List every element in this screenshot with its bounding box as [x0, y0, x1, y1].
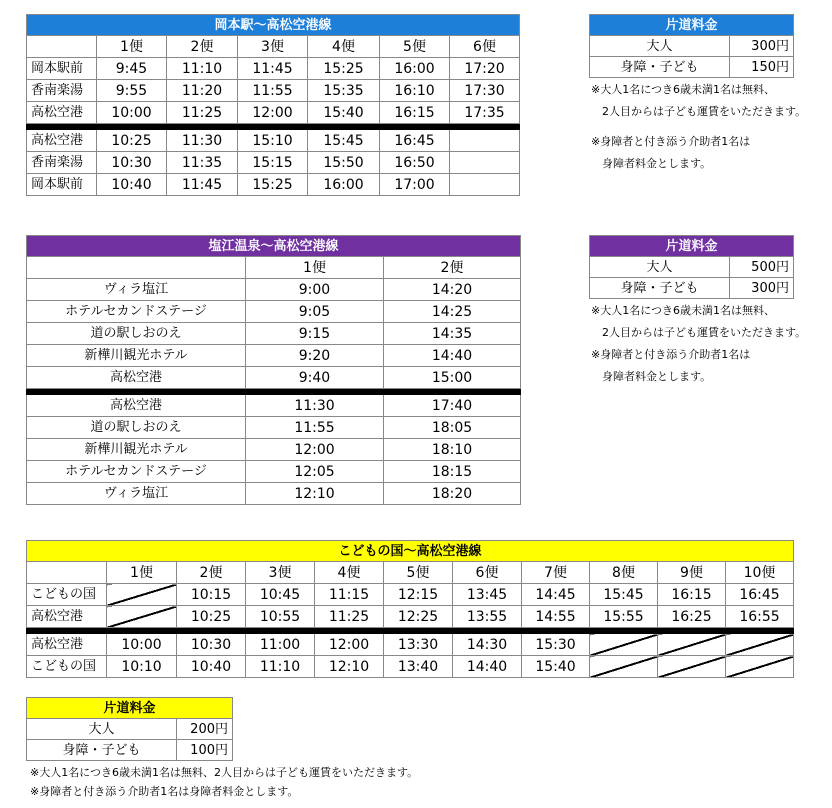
stop-name: 道の駅しおのえ: [27, 323, 246, 345]
time-cell: 9:40: [246, 367, 384, 389]
stop-name: 高松空港: [27, 102, 97, 124]
time-cell: 10:40: [97, 174, 167, 196]
time-cell: [590, 656, 658, 678]
time-cell: [450, 130, 520, 152]
time-cell: 10:15: [177, 584, 246, 606]
fare-category: 身障・子ども: [27, 740, 177, 761]
corner-cell: [27, 36, 97, 58]
time-cell: 9:15: [246, 323, 384, 345]
table-row: [27, 656, 794, 678]
table-row: [27, 483, 521, 505]
stop-name: 道の駅しおのえ: [27, 417, 246, 439]
time-cell: 12:15: [384, 584, 453, 606]
time-cell: 18:10: [384, 439, 521, 461]
trip-header: 10便: [726, 562, 794, 584]
table-row: [27, 279, 521, 301]
table-row: [27, 461, 521, 483]
time-cell: 10:10: [107, 656, 177, 678]
stop-name: ホテルセカンドステージ: [27, 461, 246, 483]
time-cell: 12:10: [246, 483, 384, 505]
time-cell: 10:25: [177, 606, 246, 628]
time-cell: 11:30: [246, 395, 384, 417]
time-cell: [658, 634, 726, 656]
time-cell: 12:00: [238, 102, 308, 124]
time-cell: 15:55: [590, 606, 658, 628]
table-row: [27, 367, 521, 389]
stop-name: ヴィラ塩江: [27, 279, 246, 301]
time-cell: 16:25: [658, 606, 726, 628]
fare-price: 300円: [730, 36, 794, 57]
time-cell: 15:35: [308, 80, 380, 102]
stop-name: ヴィラ塩江: [27, 483, 246, 505]
fare3-box: [26, 697, 233, 761]
time-cell: 16:15: [658, 584, 726, 606]
trip-header: 4便: [315, 562, 384, 584]
table-row: [27, 58, 520, 80]
time-cell: 11:25: [167, 102, 238, 124]
time-cell: [450, 174, 520, 196]
trip-header: 7便: [522, 562, 590, 584]
time-cell: 16:00: [308, 174, 380, 196]
time-cell: 9:05: [246, 301, 384, 323]
fare-category: 身障・子ども: [590, 57, 730, 78]
fare-category: 大人: [590, 36, 730, 57]
time-cell: 11:10: [167, 58, 238, 80]
fare-category: 大人: [27, 719, 177, 740]
fare-note: 2人目からは子ども運賃をいただきます。: [602, 105, 807, 118]
trip-header: 3便: [246, 562, 315, 584]
stop-name: 高松空港: [27, 606, 107, 628]
time-cell: 15:10: [238, 130, 308, 152]
fare-note: ※大人1名につき6歳未満1名は無料、: [591, 83, 775, 96]
trip-header: 1便: [97, 36, 167, 58]
time-cell: 10:30: [177, 634, 246, 656]
time-cell: 15:15: [238, 152, 308, 174]
fare-category: 身障・子ども: [590, 278, 730, 299]
time-cell: 9:20: [246, 345, 384, 367]
time-cell: 17:30: [450, 80, 520, 102]
time-cell: 14:45: [522, 584, 590, 606]
time-cell: 11:45: [238, 58, 308, 80]
time-cell: 16:00: [380, 58, 450, 80]
stop-name: 新樺川観光ホテル: [27, 439, 246, 461]
fare2-box: [589, 235, 794, 299]
table-row: [27, 417, 521, 439]
time-cell: 17:20: [450, 58, 520, 80]
trip-header: 5便: [380, 36, 450, 58]
trip-header: 2便: [177, 562, 246, 584]
time-cell: 10:30: [97, 152, 167, 174]
fare-note: ※身障者と付き添う介助者1名は: [591, 348, 751, 361]
time-cell: 12:05: [246, 461, 384, 483]
fare2-table: [589, 235, 794, 299]
stop-name: 新樺川観光ホテル: [27, 345, 246, 367]
time-cell: 15:40: [522, 656, 590, 678]
time-cell: 9:00: [246, 279, 384, 301]
time-cell: 13:30: [384, 634, 453, 656]
route2-timetable: [26, 235, 521, 505]
fare3-title: 片道料金: [27, 698, 233, 719]
time-cell: 15:50: [308, 152, 380, 174]
time-cell: 17:40: [384, 395, 521, 417]
fare-price: 100円: [177, 740, 233, 761]
time-cell: 11:35: [167, 152, 238, 174]
time-cell: [107, 584, 177, 606]
time-cell: 16:15: [380, 102, 450, 124]
time-cell: 11:25: [315, 606, 384, 628]
time-cell: 11:55: [238, 80, 308, 102]
stop-name: ホテルセカンドステージ: [27, 301, 246, 323]
time-cell: 15:45: [590, 584, 658, 606]
table-row: [27, 606, 794, 628]
time-cell: [658, 656, 726, 678]
trip-header: 4便: [308, 36, 380, 58]
time-cell: 10:00: [107, 634, 177, 656]
route3-title: こどもの国～高松空港線: [27, 541, 794, 562]
fare3-table: [26, 697, 233, 761]
time-cell: 14:25: [384, 301, 521, 323]
time-cell: 12:10: [315, 656, 384, 678]
time-cell: 16:50: [380, 152, 450, 174]
fare-price: 500円: [730, 257, 794, 278]
time-cell: 14:35: [384, 323, 521, 345]
time-cell: 16:45: [380, 130, 450, 152]
route1-timetable: [26, 14, 520, 196]
time-cell: 10:00: [97, 102, 167, 124]
fare1-title: 片道料金: [590, 15, 794, 36]
stop-name: 高松空港: [27, 367, 246, 389]
trip-header: 1便: [246, 257, 384, 279]
time-cell: 12:25: [384, 606, 453, 628]
time-cell: 10:40: [177, 656, 246, 678]
trip-header: 6便: [450, 36, 520, 58]
time-cell: [590, 634, 658, 656]
time-cell: 16:55: [726, 606, 794, 628]
time-cell: 14:30: [453, 634, 522, 656]
trip-header: 5便: [384, 562, 453, 584]
time-cell: 18:20: [384, 483, 521, 505]
stop-name: こどもの国: [27, 584, 107, 606]
table-row: [27, 102, 520, 124]
stop-name: 岡本駅前: [27, 174, 97, 196]
fare1-table: [589, 14, 794, 78]
time-cell: 15:00: [384, 367, 521, 389]
time-cell: 15:45: [308, 130, 380, 152]
fare-price: 200円: [177, 719, 233, 740]
fare-note: ※身障者と付き添う介助者1名は身障者料金とします。: [30, 785, 299, 798]
table-row: [27, 584, 794, 606]
corner-cell: [27, 562, 107, 584]
table-row: [27, 345, 521, 367]
fare-note: 身障者料金とします。: [602, 157, 712, 170]
route2-title: 塩江温泉～高松空港線: [27, 236, 521, 257]
time-cell: [107, 606, 177, 628]
time-cell: 16:45: [726, 584, 794, 606]
corner-cell: [27, 257, 246, 279]
stop-name: 高松空港: [27, 395, 246, 417]
time-cell: 15:40: [308, 102, 380, 124]
time-cell: 17:00: [380, 174, 450, 196]
time-cell: 12:00: [315, 634, 384, 656]
time-cell: 18:15: [384, 461, 521, 483]
time-cell: 10:55: [246, 606, 315, 628]
time-cell: 10:25: [97, 130, 167, 152]
time-cell: 11:10: [246, 656, 315, 678]
stop-name: 香南楽湯: [27, 80, 97, 102]
table-row: [27, 323, 521, 345]
time-cell: 16:10: [380, 80, 450, 102]
trip-header: 6便: [453, 562, 522, 584]
time-cell: 13:45: [453, 584, 522, 606]
time-cell: 15:30: [522, 634, 590, 656]
stop-name: 岡本駅前: [27, 58, 97, 80]
route1-title: 岡本駅～高松空港線: [27, 15, 520, 36]
fare-note: ※大人1名につき6歳未満1名は無料、: [591, 304, 775, 317]
time-cell: 14:40: [453, 656, 522, 678]
time-cell: 14:20: [384, 279, 521, 301]
time-cell: 12:00: [246, 439, 384, 461]
trip-header: 2便: [167, 36, 238, 58]
table-row: [27, 130, 520, 152]
fare-price: 300円: [730, 278, 794, 299]
stop-name: 香南楽湯: [27, 152, 97, 174]
time-cell: 11:55: [246, 417, 384, 439]
time-cell: 18:05: [384, 417, 521, 439]
table-row: [27, 439, 521, 461]
time-cell: 15:25: [238, 174, 308, 196]
fare1-box: [589, 14, 794, 78]
time-cell: 13:55: [453, 606, 522, 628]
stop-name: こどもの国: [27, 656, 107, 678]
stop-name: 高松空港: [27, 634, 107, 656]
time-cell: [450, 152, 520, 174]
route3-timetable: [26, 540, 794, 678]
fare-note: 身障者料金とします。: [602, 370, 712, 383]
time-cell: 17:35: [450, 102, 520, 124]
time-cell: 9:45: [97, 58, 167, 80]
trip-header: 2便: [384, 257, 521, 279]
time-cell: 15:25: [308, 58, 380, 80]
trip-header: 3便: [238, 36, 308, 58]
table-row: [27, 395, 521, 417]
route1-table: [26, 14, 520, 196]
time-cell: 13:40: [384, 656, 453, 678]
route2-table: [26, 235, 521, 505]
table-row: [27, 634, 794, 656]
route3-table: [26, 540, 794, 678]
time-cell: 14:40: [384, 345, 521, 367]
time-cell: 11:15: [315, 584, 384, 606]
fare-note: ※大人1名につき6歳未満1名は無料、2人目からは子ども運賃をいただきます。: [30, 766, 419, 779]
time-cell: 11:45: [167, 174, 238, 196]
fare-category: 大人: [590, 257, 730, 278]
trip-header: 8便: [590, 562, 658, 584]
table-row: [27, 301, 521, 323]
table-row: [27, 174, 520, 196]
time-cell: 11:00: [246, 634, 315, 656]
fare-note: 2人目からは子ども運賃をいただきます。: [602, 326, 807, 339]
stop-name: 高松空港: [27, 130, 97, 152]
fare-price: 150円: [730, 57, 794, 78]
time-cell: 10:45: [246, 584, 315, 606]
trip-header: 9便: [658, 562, 726, 584]
table-row: [27, 152, 520, 174]
time-cell: [726, 656, 794, 678]
fare-note: ※身障者と付き添う介助者1名は: [591, 135, 751, 148]
time-cell: 11:30: [167, 130, 238, 152]
fare2-title: 片道料金: [590, 236, 794, 257]
table-row: [27, 80, 520, 102]
time-cell: 14:55: [522, 606, 590, 628]
time-cell: [726, 634, 794, 656]
time-cell: 11:20: [167, 80, 238, 102]
time-cell: 9:55: [97, 80, 167, 102]
trip-header: 1便: [107, 562, 177, 584]
